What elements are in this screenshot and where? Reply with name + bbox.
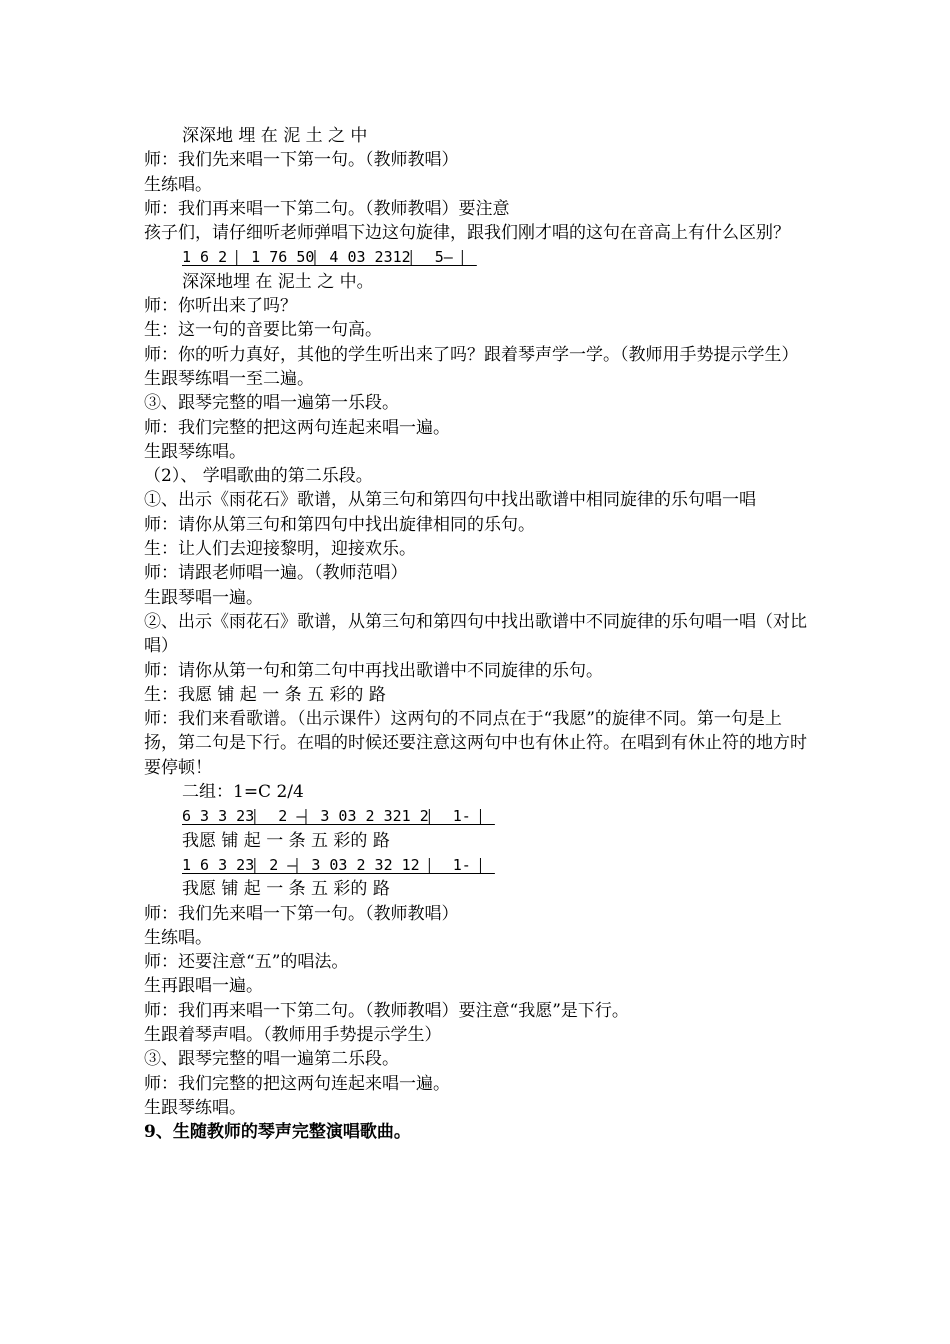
text-line (144, 148, 814, 172)
text-line (144, 1023, 814, 1047)
line-text: 师：请你从第三句和第四句中找出旋律相同的乐句。 (144, 514, 535, 535)
line-text: 生练唱。 (144, 927, 212, 948)
line-text: 师：还要注意“五”的唱法。 (144, 952, 349, 973)
text-line (144, 488, 814, 512)
line-text: 师：请跟老师唱一遍。（教师范唱） (144, 563, 408, 584)
text-line (144, 464, 814, 488)
line-text: 生跟琴练唱一至二遍。 (144, 368, 314, 389)
line-text: 师：请你从第一句和第二句中再找出歌谱中不同旋律的乐句。 (144, 660, 603, 681)
line-text: 生：让人们去迎接黎明，迎接欢乐。 (144, 539, 416, 560)
text-line (144, 683, 814, 707)
text-line (144, 1047, 814, 1071)
text-line (144, 561, 814, 585)
text-line (144, 173, 814, 197)
line-text: 师：你听出来了吗？ (144, 296, 297, 317)
text-line (144, 610, 814, 659)
line-text: 9、生随教师的琴声完整演唱歌曲。 (144, 1122, 411, 1143)
text-line (144, 270, 814, 294)
text-line (144, 416, 814, 440)
text-line (144, 440, 814, 464)
line-text: 生再跟唱一遍。 (144, 976, 263, 997)
line-text: 孩子们，请仔细听老师弹唱下边这句旋律，跟我们刚才唱的这句在音高上有什么区别？ (144, 223, 790, 244)
text-line (144, 877, 814, 901)
line-text: 生跟着琴声唱。（教师用手势提示学生） (144, 1024, 442, 1045)
line-text: ①、出示《雨花石》歌谱，从第三句和第四句中找出歌谱中相同旋律的乐句唱一唱 (144, 490, 756, 511)
line-text: ③、跟琴完整的唱一遍第一乐段。 (144, 393, 399, 414)
notation-text: 6 3 3 23⎸ 2 —⎸3 03 2 321 2⎸ 1- ⎸ (182, 807, 495, 826)
text-line (144, 829, 814, 853)
line-text: 师：我们再来唱一下第二句。（教师教唱）要注意“我愿”是下行。 (144, 1000, 629, 1021)
notation-text: 1 6 2 ⎸1 76 50⎸4 03 2312⎸ 5— ⎸ (182, 248, 477, 267)
line-text: 师：我们再来唱一下第二句。（教师教唱）要注意 (144, 198, 510, 219)
text-line (144, 343, 814, 367)
text-line (144, 367, 814, 391)
line-text: 师：我们先来唱一下第一句。（教师教唱） (144, 903, 459, 924)
text-line (144, 197, 814, 221)
line-text: （2）、 学唱歌曲的第二乐段。 (144, 466, 373, 487)
line-text: 深深地埋 在 泥土 之 中。 (182, 271, 374, 292)
line-text: 生：这一句的音要比第一句高。 (144, 320, 382, 341)
text-line (144, 1096, 814, 1120)
text-line (144, 1120, 814, 1144)
text-line (144, 391, 814, 415)
line-text: ②、出示《雨花石》歌谱，从第三句和第四句中找出歌谱中不同旋律的乐句唱一唱（对比唱） (144, 611, 807, 657)
line-text: 生练唱。 (144, 174, 212, 195)
lesson-text (144, 124, 814, 1144)
text-line (144, 926, 814, 950)
line-text: 师：我们完整的把这两句连起来唱一遍。 (144, 1073, 450, 1094)
text-line (144, 659, 814, 683)
text-line (144, 999, 814, 1023)
line-text: 生跟琴唱一遍。 (144, 587, 263, 608)
music-notation-line (144, 853, 814, 877)
line-text: 师：我们完整的把这两句连起来唱一遍。 (144, 417, 450, 438)
text-line (144, 707, 814, 780)
text-line (144, 294, 814, 318)
notation-text: 1 6 3 23⎸2 —⎸3 03 2 32 12 ⎸ 1- ⎸ (182, 855, 495, 874)
line-text: 我愿 铺 起 一 条 五 彩的 路 (182, 879, 390, 900)
line-text: 师：我们先来唱一下第一句。（教师教唱） (144, 150, 459, 171)
text-line (144, 950, 814, 974)
text-line (144, 780, 814, 804)
line-text: 生跟琴练唱。 (144, 441, 246, 462)
text-line (144, 902, 814, 926)
text-line (144, 974, 814, 998)
line-text: 生：我愿 铺 起 一 条 五 彩的 路 (144, 684, 386, 705)
text-line (144, 513, 814, 537)
text-line (144, 221, 814, 245)
line-text: 二组：1=C 2/4 (182, 782, 304, 803)
line-text: 生跟琴练唱。 (144, 1097, 246, 1118)
line-text: 师：我们来看歌谱。（出示课件）这两句的不同点在于“我愿”的旋律不同。第一句是上扬，第二句是下行。在唱的时候还要注意这两句中也有休止符。在唱到有休止符的地方时要停顿！ (144, 709, 807, 778)
line-text: 我愿 铺 起 一 条 五 彩的 路 (182, 830, 390, 851)
line-text: 师：你的听力真好，其他的学生听出来了吗？跟着琴声学一学。（教师用手势提示学生） (144, 344, 799, 365)
text-line (144, 586, 814, 610)
text-line (144, 537, 814, 561)
text-line (144, 124, 814, 148)
line-text: ③、跟琴完整的唱一遍第二乐段。 (144, 1049, 399, 1070)
music-notation-line (144, 245, 814, 269)
text-line (144, 318, 814, 342)
text-line (144, 1072, 814, 1096)
music-notation-line (144, 804, 814, 828)
line-text: 深深地 埋 在 泥 土 之 中 (182, 126, 368, 146)
